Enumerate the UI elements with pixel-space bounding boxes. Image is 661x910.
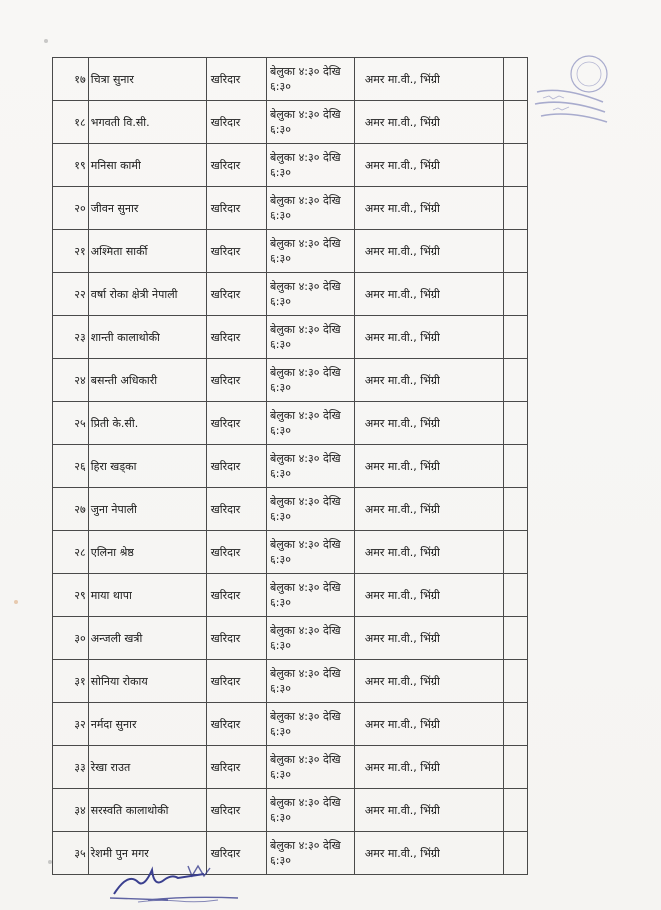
time-cell: [267, 101, 355, 144]
time-cell: [267, 617, 355, 660]
table-row: [53, 789, 528, 832]
time-cell: [267, 488, 355, 531]
table-row: [53, 617, 528, 660]
time-cell: [267, 531, 355, 574]
table-row: [53, 531, 528, 574]
time-end: ६:३०: [270, 467, 291, 480]
serial-number-cell: २८: [53, 531, 89, 574]
school-cell: अमर मा.वी., भिंग्री: [354, 488, 503, 531]
time-start: बेलुका ४:३० देखि: [270, 624, 341, 637]
serial-number-cell: २६: [53, 445, 89, 488]
name-cell: हिरा खड्का: [88, 445, 206, 488]
time-end: ६:३०: [270, 80, 291, 93]
post-cell: खरिदार: [206, 445, 266, 488]
table-row: [53, 445, 528, 488]
serial-number-cell: १८: [53, 101, 89, 144]
remark-cell: [504, 359, 528, 402]
remark-cell: [504, 488, 528, 531]
name-cell: एलिना श्रेष्ठ: [88, 531, 206, 574]
remark-cell: [504, 703, 528, 746]
serial-number-cell: १९: [53, 144, 89, 187]
time-end: ६:३०: [270, 553, 291, 566]
table-row: [53, 359, 528, 402]
serial-number-cell: २५: [53, 402, 89, 445]
name-cell: माया थापा: [88, 574, 206, 617]
time-end: ६:३०: [270, 295, 291, 308]
school-cell: अमर मा.वी., भिंग्री: [354, 359, 503, 402]
table-row: [53, 660, 528, 703]
time-cell: [267, 144, 355, 187]
name-cell: वर्षा रोका क्षेत्री नेपाली: [88, 273, 206, 316]
name-cell: शान्ती कालाथोकी: [88, 316, 206, 359]
post-cell: खरिदार: [206, 144, 266, 187]
school-cell: अमर मा.वी., भिंग्री: [354, 746, 503, 789]
school-cell: अमर मा.वी., भिंग्री: [354, 574, 503, 617]
school-cell: अमर मा.वी., भिंग्री: [354, 316, 503, 359]
serial-number-cell: ३२: [53, 703, 89, 746]
time-start: बेलुका ४:३० देखि: [270, 366, 341, 379]
time-cell: [267, 359, 355, 402]
post-cell: खरिदार: [206, 359, 266, 402]
time-cell: [267, 660, 355, 703]
serial-number-cell: २७: [53, 488, 89, 531]
serial-number-cell: २१: [53, 230, 89, 273]
time-start: बेलुका ४:३० देखि: [270, 65, 341, 78]
paper-mark: [48, 860, 52, 864]
time-start: बेलुका ४:३० देखि: [270, 495, 341, 508]
remark-cell: [504, 746, 528, 789]
time-start: बेलुका ४:३० देखि: [270, 538, 341, 551]
school-cell: अमर मा.वी., भिंग्री: [354, 402, 503, 445]
school-cell: अमर मा.वी., भिंग्री: [354, 187, 503, 230]
time-start: बेलुका ४:३० देखि: [270, 323, 341, 336]
table-row: [53, 703, 528, 746]
time-start: बेलुका ४:३० देखि: [270, 452, 341, 465]
post-cell: खरिदार: [206, 230, 266, 273]
school-cell: अमर मा.वी., भिंग्री: [354, 101, 503, 144]
name-cell: चित्रा सुनार: [88, 58, 206, 101]
post-cell: खरिदार: [206, 703, 266, 746]
time-cell: [267, 789, 355, 832]
time-start: बेलुका ४:३० देखि: [270, 237, 341, 250]
time-start: बेलुका ४:३० देखि: [270, 409, 341, 422]
paper-mark: [14, 600, 18, 604]
office-stamp: [533, 52, 621, 132]
name-cell: प्रिती के.सी.: [88, 402, 206, 445]
time-end: ६:३०: [270, 854, 291, 867]
serial-number-cell: १७: [53, 58, 89, 101]
remark-cell: [504, 58, 528, 101]
time-cell: [267, 574, 355, 617]
time-start: बेलुका ४:३० देखि: [270, 280, 341, 293]
name-cell: रेखा राउत: [88, 746, 206, 789]
time-cell: [267, 187, 355, 230]
post-cell: खरिदार: [206, 832, 266, 875]
signature: [108, 858, 248, 906]
table-row: [53, 144, 528, 187]
post-cell: खरिदार: [206, 273, 266, 316]
post-cell: खरिदार: [206, 789, 266, 832]
school-cell: अमर मा.वी., भिंग्री: [354, 144, 503, 187]
time-start: बेलुका ४:३० देखि: [270, 151, 341, 164]
time-end: ६:३०: [270, 725, 291, 738]
post-cell: खरिदार: [206, 746, 266, 789]
table-row: [53, 488, 528, 531]
time-end: ६:३०: [270, 252, 291, 265]
school-cell: अमर मा.वी., भिंग्री: [354, 445, 503, 488]
table-row: [53, 101, 528, 144]
serial-number-cell: ३५: [53, 832, 89, 875]
time-end: ६:३०: [270, 510, 291, 523]
post-cell: खरिदार: [206, 531, 266, 574]
school-cell: अमर मा.वी., भिंग्री: [354, 617, 503, 660]
school-cell: अमर मा.वी., भिंग्री: [354, 789, 503, 832]
school-cell: अमर मा.वी., भिंग्री: [354, 58, 503, 101]
serial-number-cell: २९: [53, 574, 89, 617]
name-cell: जुना नेपाली: [88, 488, 206, 531]
table-row: [53, 574, 528, 617]
time-cell: [267, 746, 355, 789]
remark-cell: [504, 660, 528, 703]
table-row: [53, 273, 528, 316]
time-end: ६:३०: [270, 768, 291, 781]
time-start: बेलुका ४:३० देखि: [270, 194, 341, 207]
serial-number-cell: ३३: [53, 746, 89, 789]
time-start: बेलुका ४:३० देखि: [270, 667, 341, 680]
post-cell: खरिदार: [206, 402, 266, 445]
time-cell: [267, 703, 355, 746]
remark-cell: [504, 144, 528, 187]
post-cell: खरिदार: [206, 617, 266, 660]
name-cell: भगवती वि.सी.: [88, 101, 206, 144]
time-start: बेलुका ४:३० देखि: [270, 710, 341, 723]
remark-cell: [504, 445, 528, 488]
remark-cell: [504, 230, 528, 273]
time-start: बेलुका ४:३० देखि: [270, 796, 341, 809]
serial-number-cell: २०: [53, 187, 89, 230]
remark-cell: [504, 187, 528, 230]
table-row: [53, 402, 528, 445]
name-cell: नर्मदा सुनार: [88, 703, 206, 746]
serial-number-cell: २३: [53, 316, 89, 359]
table-row: [53, 746, 528, 789]
school-cell: अमर मा.वी., भिंग्री: [354, 703, 503, 746]
time-cell: [267, 402, 355, 445]
serial-number-cell: ३०: [53, 617, 89, 660]
time-cell: [267, 58, 355, 101]
time-end: ६:३०: [270, 682, 291, 695]
roster-table: [52, 57, 528, 875]
table-row: [53, 187, 528, 230]
table-row: [53, 230, 528, 273]
school-cell: अमर मा.वी., भिंग्री: [354, 832, 503, 875]
school-cell: अमर मा.वी., भिंग्री: [354, 273, 503, 316]
post-cell: खरिदार: [206, 58, 266, 101]
post-cell: खरिदार: [206, 574, 266, 617]
time-start: बेलुका ४:३० देखि: [270, 108, 341, 121]
name-cell: जीवन सुनार: [88, 187, 206, 230]
serial-number-cell: २४: [53, 359, 89, 402]
remark-cell: [504, 531, 528, 574]
table-row: [53, 58, 528, 101]
time-end: ६:३०: [270, 596, 291, 609]
remark-cell: [504, 402, 528, 445]
time-end: ६:३०: [270, 123, 291, 136]
post-cell: खरिदार: [206, 488, 266, 531]
time-end: ६:३०: [270, 338, 291, 351]
name-cell: बसन्ती अधिकारी: [88, 359, 206, 402]
time-end: ६:३०: [270, 166, 291, 179]
remark-cell: [504, 273, 528, 316]
name-cell: मनिसा कामी: [88, 144, 206, 187]
serial-number-cell: ३४: [53, 789, 89, 832]
time-cell: [267, 230, 355, 273]
remark-cell: [504, 832, 528, 875]
time-end: ६:३०: [270, 209, 291, 222]
post-cell: खरिदार: [206, 316, 266, 359]
post-cell: खरिदार: [206, 101, 266, 144]
time-cell: [267, 445, 355, 488]
time-end: ६:३०: [270, 424, 291, 437]
time-start: बेलुका ४:३० देखि: [270, 839, 341, 852]
remark-cell: [504, 574, 528, 617]
time-cell: [267, 832, 355, 875]
serial-number-cell: २२: [53, 273, 89, 316]
name-cell: अन्जली खत्री: [88, 617, 206, 660]
name-cell: सोनिया रोकाय: [88, 660, 206, 703]
time-cell: [267, 273, 355, 316]
post-cell: खरिदार: [206, 660, 266, 703]
school-cell: अमर मा.वी., भिंग्री: [354, 531, 503, 574]
time-end: ६:३०: [270, 811, 291, 824]
remark-cell: [504, 789, 528, 832]
remark-cell: [504, 617, 528, 660]
time-end: ६:३०: [270, 639, 291, 652]
post-cell: खरिदार: [206, 187, 266, 230]
serial-number-cell: ३१: [53, 660, 89, 703]
name-cell: सरस्वति कालाथोकी: [88, 789, 206, 832]
name-cell: रेशमी पुन मगर: [88, 832, 206, 875]
time-cell: [267, 316, 355, 359]
remark-cell: [504, 316, 528, 359]
school-cell: अमर मा.वी., भिंग्री: [354, 230, 503, 273]
roster-body: [53, 58, 528, 875]
name-cell: अश्मिता सार्की: [88, 230, 206, 273]
time-end: ६:३०: [270, 381, 291, 394]
paper-mark: [44, 39, 48, 43]
school-cell: अमर मा.वी., भिंग्री: [354, 660, 503, 703]
time-start: बेलुका ४:३० देखि: [270, 753, 341, 766]
table-row: [53, 316, 528, 359]
remark-cell: [504, 101, 528, 144]
time-start: बेलुका ४:३० देखि: [270, 581, 341, 594]
